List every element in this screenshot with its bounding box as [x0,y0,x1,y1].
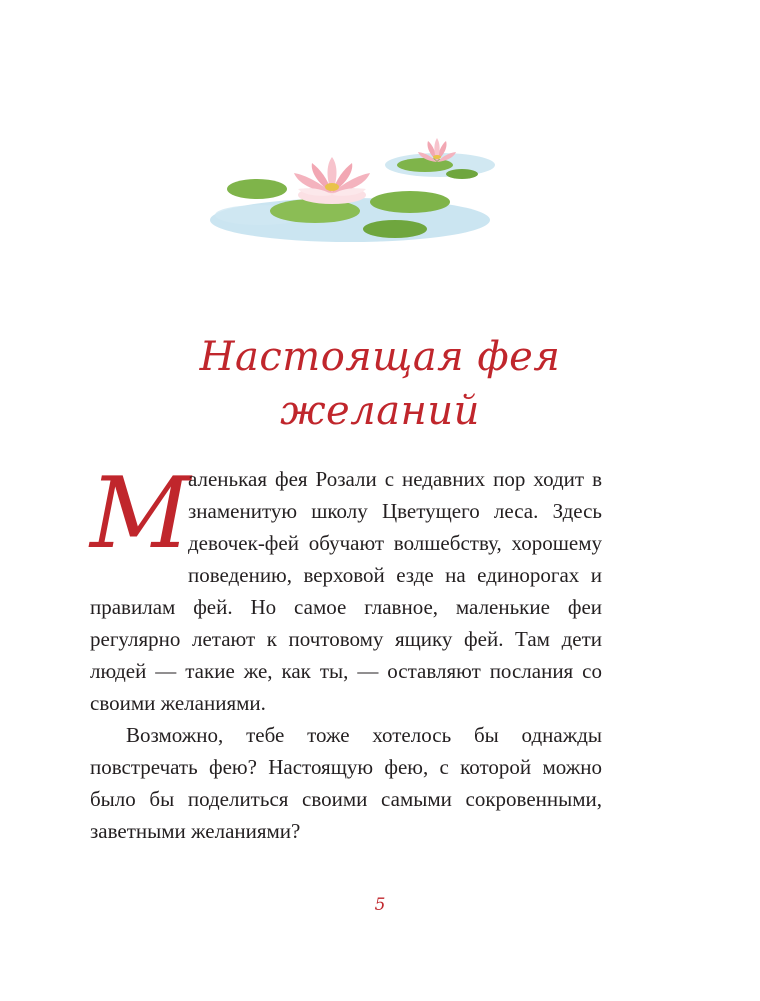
drop-cap: М [90,457,191,571]
lily-pad [363,220,427,238]
lily-flower-large [294,157,370,204]
water-lilies-icon [200,125,500,255]
page-number: 5 [374,895,386,915]
lily-pad [446,169,478,179]
chapter-title [0,330,760,438]
chapter-body [90,457,602,847]
lily-pad [370,191,450,213]
paragraph-1-text: аленькая фея Розали с недавних пор ходит в знаменитую школу Цветущего леса. Здесь девочек-фей обучают волшебству, хорошему поведению, верховой езде на единорогах и правилам фей. Но самое главное, маленькие феи регулярно летают к почтовому ящику фей. Там дети людей — такие же, как ты, — оставляют послания со своими желаниями. [90,467,602,715]
chapter-title-line-2: желаний [280,388,480,434]
chapter-title-line-1: Настоящая фея [199,334,561,380]
lily-pad [227,179,287,199]
paragraph-2: Возможно, тебе тоже хотелось бы однажды повстречать фею? Настоящую фею, с которой можно было бы поделиться своими самыми сокровенными, заветными желаниями? [90,723,602,843]
paragraph-1 [90,457,602,719]
